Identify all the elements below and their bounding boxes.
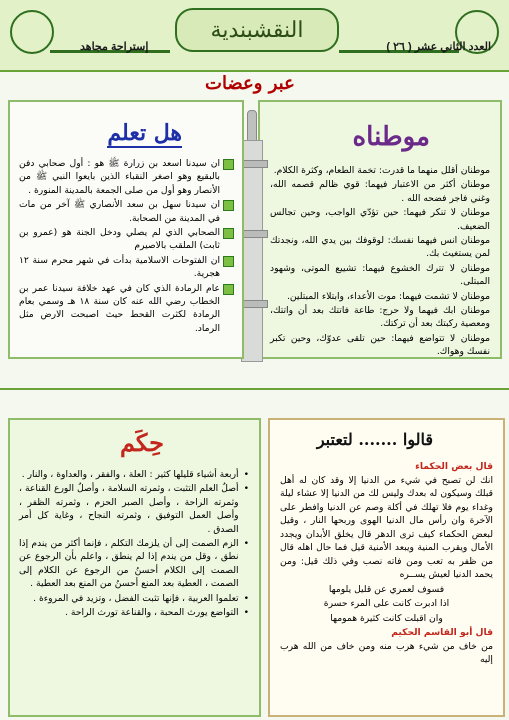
list-item-text: ان الفتوحات الاسلامية بدأت في شهر محرم سنة ١٢ هجرية.	[19, 254, 220, 280]
list-item-text: التواضع يورث المحبة ، والقناعة تورث الراحة .	[65, 607, 239, 619]
list-item	[19, 468, 249, 481]
list-item-text: الزم الصمت إلى أن يلزمك التكلم ، فإنما أكثر من يندم إذا نطق ، وقل من يندم إذا لم ينطق ، واعلم بأن الرجوع عن الصمت إلى الكلام أحسنُ من الرجوع عن الكلام إلى الصمت ، العطية بعد المنع أحسنُ من المنع بعد العطية .	[19, 538, 239, 590]
verse: فسوف لعمري عن قليل يلومها	[328, 583, 445, 595]
bullet-icon	[223, 256, 234, 267]
bullet-icon: •	[243, 469, 249, 480]
list-item	[19, 592, 249, 605]
bullet-icon	[223, 200, 234, 211]
decorative-strip	[0, 370, 509, 410]
masthead-header	[0, 0, 509, 72]
bullet-icon	[223, 159, 234, 170]
wisdoms-panel	[8, 418, 261, 717]
homeland-paragraph: موطنان لا تنكر فيهما: حين تؤدّي الواجب، وحين تجالس الضعيف.	[270, 207, 490, 232]
ornament-icon	[10, 10, 54, 54]
did-you-know-panel	[8, 100, 244, 359]
bullet-icon	[223, 284, 234, 295]
list-item-text: الصحابي الذي لم يصلي ودخل الجنة هو (عمرو بن ثابت) الملقب بالاصيرم	[19, 227, 220, 252]
list-item	[19, 482, 249, 536]
divider	[0, 388, 509, 390]
bullet-icon	[223, 228, 234, 239]
section-label: إستراحة مجاهد	[80, 41, 149, 53]
masthead-title: النقشبندية	[175, 8, 339, 52]
wisdoms-text	[19, 468, 249, 620]
page-title: عبر وعضات	[205, 73, 295, 94]
sayings-panel	[268, 418, 505, 717]
homeland-paragraph: موطنان أكثر من الاعتبار فيهما: قوي ظالم قصمه الله، وغني فاجر فضحه الله .	[270, 179, 490, 204]
list-item-text: عام الرمادة الذي كان في عهد خلافة سيدنا عمر بن الخطاب رضي الله عنه كان سنة ١٨ هـ وسمي بعام الرمادة لكثرت القحط حيث اصبحت الارض مثل الرماد.	[19, 282, 220, 334]
did-you-know-text	[19, 157, 234, 336]
sayings-text	[280, 460, 493, 668]
list-item-text: أصلُ العلم التثبت ، وثمرته السلامة ، وأصلُ الورع القناعة ، وثمرته الراحة ، وأصل الصبر الحزم ، وثمرته الظفر ، وأصل العمل التوفيق ، وثمرته النجاح ، وغاية كل أمر الصدق .	[19, 483, 239, 535]
hakim-text: من خاف من شيء هرب منه ومن خاف من الله هرب إليه	[280, 640, 493, 665]
homeland-paragraph: موطنان لا تشمت فيهما: موت الأعداء، وابتلاء المبتلين.	[287, 290, 490, 302]
did-you-know-heading: هل تعلم	[107, 120, 182, 146]
wise-label: قال بعض الحكماء	[415, 461, 493, 472]
list-item	[19, 226, 234, 253]
issue-label: العدد الثاني عشر ( ٢٦ )	[386, 41, 491, 53]
list-item-text: ان سيدنا سهل بن سعد الأنصاري ﷺ آخر من مات في المدينة من الصحابة.	[19, 199, 220, 224]
sayings-heading: قالوا ....... لتعتبر	[316, 430, 433, 449]
list-item-text: ان سيدنا اسعد بن زرارة ﷺ هو : أول صحابي دفن بالبقيع وهو اصغر النقباء الذين بايعوا النبي ﷺ من الأنصار وهو أول من صلى الجمعة بالمدينة المنورة .	[19, 158, 220, 196]
wise-text: انك لن تصبح في شيء من الدنيا إلا وقد كان له أهل قبلك وسيكون له بعدك وليس لك من الدنيا إلا عشاء ليلة وغداء يوم فلا تهلك في أكلة وصم عن الدنيا وافطر على الآخرة وان رأس مال الدنيا الهوى وربحها النار ، وقيل لبعض الحكماء كيف ترى الدهر قال يخلق الأبدان ويجدد الأمال ويقرب المنية ويبعد الأمنية قيل فما حال اهله قال من ظفر به تعب ومن فاته نصب وفي ذلك قيل: ومن يحمد الدنيا لعيش يســره	[280, 474, 493, 580]
minaret-spire	[247, 110, 257, 144]
list-item	[19, 198, 234, 225]
list-item-text: أربعة أشياء قليلها كثير : العلة ، والفقر ، والعداوة ، والنار .	[21, 469, 239, 480]
verse: اذا ادبرت كانت على المرء حسرة	[323, 598, 450, 609]
list-item	[19, 254, 234, 281]
homeland-paragraph: موطنان ابك فيهما ولا حرج: طاعة فاتتك بعد أن واتتك، ومعصية ركبتك بعد أن تركتك.	[270, 305, 490, 330]
list-item-text: تعلموا العربية ، فإنها تثبت الفضل ، وتزيد في المروءة .	[33, 592, 239, 604]
bullet-icon: •	[243, 592, 249, 604]
bullet-icon: •	[243, 538, 249, 550]
hakim-label: قال أبو القاسم الحكيم	[391, 627, 493, 638]
homeland-panel	[258, 100, 502, 359]
homeland-paragraph: موطنان لا تترك الخشوع فيهما: تشييع الموتى، وشهود المبتلى.	[270, 262, 490, 288]
list-item	[19, 606, 249, 619]
verse: وان اقبلت كانت كثيرة همومها	[330, 612, 443, 624]
bullet-icon: •	[243, 607, 249, 619]
homeland-heading: موطناه	[352, 122, 430, 152]
homeland-paragraph: موطنان أقلل منهما ما قدرت: تخمة الطعام، وكثرة الكلام.	[273, 165, 490, 176]
list-item	[19, 537, 249, 591]
homeland-text	[270, 164, 490, 360]
minaret-shaft	[241, 140, 263, 362]
list-item	[19, 157, 234, 197]
wisdoms-heading: حِكَم	[119, 428, 164, 457]
list-item	[19, 282, 234, 336]
bullet-icon: •	[243, 483, 249, 495]
homeland-paragraph: موطنان لا تتواضع فيهما: حين تلقى عدوّك، وحين تكبر نفسك وهواك.	[270, 332, 490, 358]
homeland-paragraph: موطنان انس فيهما نفسك: لوقوفك بين يدي الله، ونجدتك لمن يستغيث بك.	[270, 235, 490, 260]
